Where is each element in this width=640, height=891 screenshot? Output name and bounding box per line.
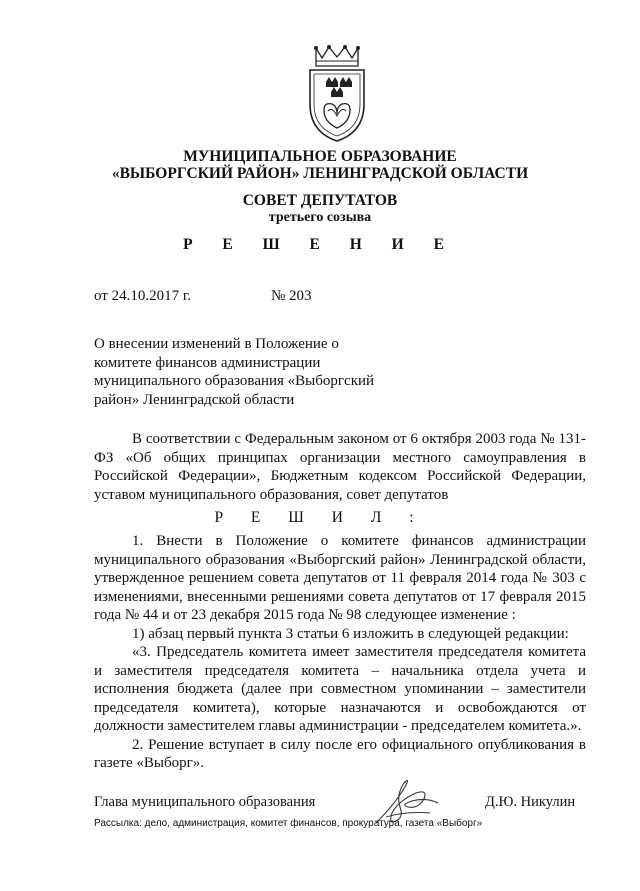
decision-paragraph: «3. Председатель комитета имеет заместителя председателя комитета и заместителя председателя комитета – начальника отдела учета и исполнения бюджета (далее при совместном упоминании – заместители председателя комитета), которые назначаются и освобождаются от должности заместителем главы администрации - председателем комитета.». (94, 644, 586, 734)
decision-date: от 24.10.2017 г. (94, 288, 192, 304)
mailing-list: Рассылка: дело, администрация, комитет финансов, прокуратура, газета «Выборг» (94, 818, 483, 829)
convocation-subtitle: третьего созыва (268, 210, 372, 225)
legal-basis-paragraph (94, 430, 586, 504)
decision-number: № 203 (271, 288, 312, 304)
legal-basis-text: В соответствии с Федеральным законом от 6 октября 2003 года № 131-ФЗ «Об общих принципах организации местного самоуправления в Российской Федерации», Бюджетным кодексом Российской Федерации, уставом муниципального образования, совет депутатов (94, 431, 586, 503)
coat-of-arms-emblem (302, 44, 372, 144)
signatory-name: Д.Ю. Никулин (485, 794, 576, 810)
municipality-title-line1: МУНИЦИПАЛЬНОЕ ОБРАЗОВАНИЕ (183, 148, 457, 165)
decision-paragraph: 1. Внести в Положение о комитете финансов администрации муниципального образования «Выборгский район» Ленинградской области, утвержденное решением совета депутатов от 11 февраля 2014 года № 303 с изменениями, внесенными решениями совета депутатов от 17 февраля 2015 года № 44 и от 23 декабря 2015 года № 98 следующее изменение : (94, 533, 586, 623)
decision-paragraph: 1) абзац первый пункта 3 статьи 6 изложить в следующей редакции: (132, 625, 569, 642)
decision-body (94, 532, 586, 773)
council-title: СОВЕТ ДЕПУТАТОВ (242, 192, 398, 209)
signatory-title: Глава муниципального образования (94, 794, 316, 810)
document-type-heading: Р Е Ш Е Н И Е (183, 236, 457, 253)
decision-subject: О внесении изменений в Положение о комитете финансов администрации муниципального образования «Выборгский район» Ленинградской области (94, 336, 375, 408)
decision-paragraph: 2. Решение вступает в силу после его официального опубликования в газете «Выборг». (94, 736, 586, 771)
resolved-heading: Р Е Ш И Л : (214, 509, 426, 526)
municipality-title-line2: «ВЫБОРГСКИЙ РАЙОН» ЛЕНИНГРАДСКОЙ ОБЛАСТИ (111, 165, 529, 182)
